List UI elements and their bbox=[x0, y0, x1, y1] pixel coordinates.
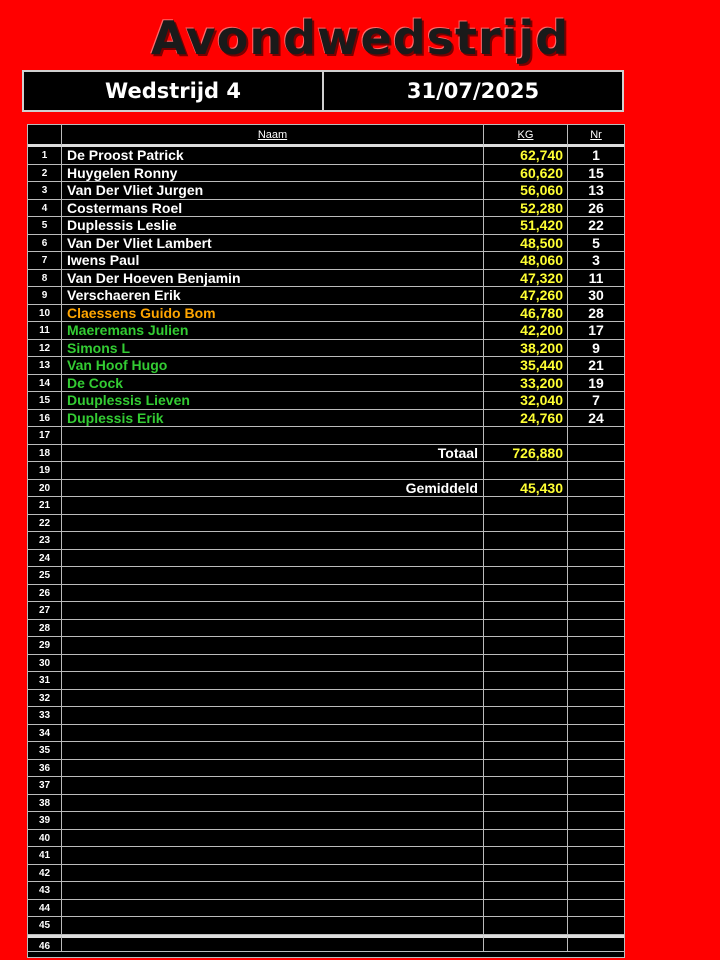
row-nr bbox=[568, 777, 624, 795]
row-index: 36 bbox=[28, 760, 62, 778]
row-nr bbox=[568, 690, 624, 708]
row-name bbox=[62, 760, 484, 778]
row-name bbox=[62, 935, 484, 953]
row-name bbox=[62, 777, 484, 795]
row-kg: 47,320 bbox=[484, 270, 568, 288]
row-nr bbox=[568, 795, 624, 813]
page-title: Avondwedstrijd bbox=[150, 11, 570, 65]
row-index: 5 bbox=[28, 217, 62, 235]
row-name: Van Der Vliet Jurgen bbox=[62, 182, 484, 200]
row-nr bbox=[568, 427, 624, 445]
row-name bbox=[62, 742, 484, 760]
row-nr bbox=[568, 707, 624, 725]
row-nr bbox=[568, 585, 624, 603]
row-kg: 56,060 bbox=[484, 182, 568, 200]
row-nr bbox=[568, 672, 624, 690]
row-name bbox=[62, 865, 484, 883]
row-name bbox=[62, 882, 484, 900]
row-name: Verschaeren Erik bbox=[62, 287, 484, 305]
row-kg bbox=[484, 795, 568, 813]
row-kg bbox=[484, 777, 568, 795]
row-index: 26 bbox=[28, 585, 62, 603]
row-kg: 62,740 bbox=[484, 147, 568, 165]
row-kg: 46,780 bbox=[484, 305, 568, 323]
row-nr: 26 bbox=[568, 200, 624, 218]
row-index: 35 bbox=[28, 742, 62, 760]
column-header-index bbox=[28, 125, 62, 147]
row-index: 28 bbox=[28, 620, 62, 638]
row-index: 24 bbox=[28, 550, 62, 568]
row-kg: 24,760 bbox=[484, 410, 568, 428]
row-nr: 1 bbox=[568, 147, 624, 165]
row-name: Van Der Vliet Lambert bbox=[62, 235, 484, 253]
row-name bbox=[62, 585, 484, 603]
row-nr bbox=[568, 830, 624, 848]
row-nr bbox=[568, 567, 624, 585]
row-name: Van Hoof Hugo bbox=[62, 357, 484, 375]
row-kg bbox=[484, 725, 568, 743]
row-name: Maeremans Julien bbox=[62, 322, 484, 340]
row-nr bbox=[568, 602, 624, 620]
row-nr: 30 bbox=[568, 287, 624, 305]
row-kg bbox=[484, 935, 568, 953]
row-nr bbox=[568, 760, 624, 778]
row-kg bbox=[484, 690, 568, 708]
row-index: 46 bbox=[28, 935, 62, 953]
row-name bbox=[62, 655, 484, 673]
row-nr bbox=[568, 812, 624, 830]
row-nr bbox=[568, 620, 624, 638]
row-nr: 21 bbox=[568, 357, 624, 375]
row-index: 41 bbox=[28, 847, 62, 865]
row-kg: 42,200 bbox=[484, 322, 568, 340]
row-nr bbox=[568, 515, 624, 533]
row-name: Claessens Guido Bom bbox=[62, 305, 484, 323]
row-index: 3 bbox=[28, 182, 62, 200]
row-name bbox=[62, 567, 484, 585]
row-nr: 3 bbox=[568, 252, 624, 270]
row-name: Van Der Hoeven Benjamin bbox=[62, 270, 484, 288]
row-name bbox=[62, 620, 484, 638]
row-index: 11 bbox=[28, 322, 62, 340]
row-name bbox=[62, 725, 484, 743]
row-index: 18 bbox=[28, 445, 62, 463]
row-nr: 15 bbox=[568, 165, 624, 183]
row-index: 29 bbox=[28, 637, 62, 655]
row-kg bbox=[484, 515, 568, 533]
results-table bbox=[27, 124, 625, 958]
row-nr bbox=[568, 550, 624, 568]
match-label: Wedstrijd 4 bbox=[105, 79, 241, 103]
row-nr: 17 bbox=[568, 322, 624, 340]
row-nr bbox=[568, 847, 624, 865]
row-index: 6 bbox=[28, 235, 62, 253]
row-name: Totaal bbox=[62, 445, 484, 463]
row-name bbox=[62, 462, 484, 480]
row-nr: 7 bbox=[568, 392, 624, 410]
row-nr: 9 bbox=[568, 340, 624, 358]
row-index: 19 bbox=[28, 462, 62, 480]
row-nr: 5 bbox=[568, 235, 624, 253]
row-kg: 51,420 bbox=[484, 217, 568, 235]
row-nr: 22 bbox=[568, 217, 624, 235]
row-name bbox=[62, 532, 484, 550]
row-index: 40 bbox=[28, 830, 62, 848]
row-index: 38 bbox=[28, 795, 62, 813]
row-nr bbox=[568, 917, 624, 935]
row-nr bbox=[568, 637, 624, 655]
row-index: 39 bbox=[28, 812, 62, 830]
row-index: 1 bbox=[28, 147, 62, 165]
row-nr bbox=[568, 900, 624, 918]
row-index: 9 bbox=[28, 287, 62, 305]
row-index: 23 bbox=[28, 532, 62, 550]
column-header-kg: KG bbox=[484, 125, 568, 147]
row-name bbox=[62, 847, 484, 865]
row-index: 17 bbox=[28, 427, 62, 445]
row-name bbox=[62, 672, 484, 690]
row-name bbox=[62, 637, 484, 655]
row-index: 45 bbox=[28, 917, 62, 935]
row-kg bbox=[484, 760, 568, 778]
row-name: Duuplessis Lieven bbox=[62, 392, 484, 410]
row-index: 32 bbox=[28, 690, 62, 708]
row-nr bbox=[568, 882, 624, 900]
row-name: Duplessis Erik bbox=[62, 410, 484, 428]
row-index: 42 bbox=[28, 865, 62, 883]
row-kg bbox=[484, 707, 568, 725]
row-kg: 47,260 bbox=[484, 287, 568, 305]
row-kg bbox=[484, 620, 568, 638]
row-kg: 60,620 bbox=[484, 165, 568, 183]
row-nr bbox=[568, 480, 624, 498]
row-name: Gemiddeld bbox=[62, 480, 484, 498]
row-index: 43 bbox=[28, 882, 62, 900]
row-kg bbox=[484, 917, 568, 935]
row-index: 37 bbox=[28, 777, 62, 795]
row-index: 12 bbox=[28, 340, 62, 358]
row-nr bbox=[568, 532, 624, 550]
row-kg bbox=[484, 497, 568, 515]
row-nr: 19 bbox=[568, 375, 624, 393]
row-index: 2 bbox=[28, 165, 62, 183]
row-name: Iwens Paul bbox=[62, 252, 484, 270]
row-nr bbox=[568, 655, 624, 673]
row-kg bbox=[484, 637, 568, 655]
row-kg: 48,060 bbox=[484, 252, 568, 270]
row-index: 13 bbox=[28, 357, 62, 375]
row-nr bbox=[568, 497, 624, 515]
row-nr bbox=[568, 462, 624, 480]
row-index: 33 bbox=[28, 707, 62, 725]
row-name bbox=[62, 515, 484, 533]
row-name bbox=[62, 830, 484, 848]
row-index: 44 bbox=[28, 900, 62, 918]
row-nr bbox=[568, 935, 624, 953]
row-kg bbox=[484, 462, 568, 480]
row-index: 21 bbox=[28, 497, 62, 515]
row-kg bbox=[484, 812, 568, 830]
row-index: 15 bbox=[28, 392, 62, 410]
row-name bbox=[62, 550, 484, 568]
row-index: 27 bbox=[28, 602, 62, 620]
row-name: Simons L bbox=[62, 340, 484, 358]
row-kg: 35,440 bbox=[484, 357, 568, 375]
row-name bbox=[62, 427, 484, 445]
row-index: 20 bbox=[28, 480, 62, 498]
row-nr: 11 bbox=[568, 270, 624, 288]
row-index: 22 bbox=[28, 515, 62, 533]
match-date: 31/07/2025 bbox=[322, 72, 622, 110]
row-kg bbox=[484, 602, 568, 620]
row-name bbox=[62, 812, 484, 830]
row-name bbox=[62, 602, 484, 620]
row-name: De Proost Patrick bbox=[62, 147, 484, 165]
row-index: 16 bbox=[28, 410, 62, 428]
row-nr: 13 bbox=[568, 182, 624, 200]
row-kg bbox=[484, 900, 568, 918]
row-index: 30 bbox=[28, 655, 62, 673]
row-nr bbox=[568, 742, 624, 760]
row-kg bbox=[484, 865, 568, 883]
row-name bbox=[62, 690, 484, 708]
row-kg bbox=[484, 830, 568, 848]
row-index: 8 bbox=[28, 270, 62, 288]
row-kg: 33,200 bbox=[484, 375, 568, 393]
row-kg bbox=[484, 532, 568, 550]
row-kg: 32,040 bbox=[484, 392, 568, 410]
row-kg bbox=[484, 585, 568, 603]
row-index: 4 bbox=[28, 200, 62, 218]
column-header-nr: Nr bbox=[568, 125, 624, 147]
row-kg: 48,500 bbox=[484, 235, 568, 253]
column-header-name: Naam bbox=[62, 125, 484, 147]
row-index: 31 bbox=[28, 672, 62, 690]
row-kg bbox=[484, 847, 568, 865]
row-name: Costermans Roel bbox=[62, 200, 484, 218]
row-name bbox=[62, 707, 484, 725]
row-kg bbox=[484, 672, 568, 690]
row-name bbox=[62, 900, 484, 918]
row-name bbox=[62, 795, 484, 813]
row-index: 10 bbox=[28, 305, 62, 323]
row-kg bbox=[484, 567, 568, 585]
row-kg bbox=[484, 427, 568, 445]
row-name: Huygelen Ronny bbox=[62, 165, 484, 183]
row-index: 34 bbox=[28, 725, 62, 743]
row-index: 25 bbox=[28, 567, 62, 585]
row-kg bbox=[484, 882, 568, 900]
row-kg: 52,280 bbox=[484, 200, 568, 218]
row-kg bbox=[484, 742, 568, 760]
row-kg bbox=[484, 655, 568, 673]
row-kg: 45,430 bbox=[484, 480, 568, 498]
row-nr bbox=[568, 865, 624, 883]
row-kg: 726,880 bbox=[484, 445, 568, 463]
row-nr: 24 bbox=[568, 410, 624, 428]
row-name bbox=[62, 917, 484, 935]
row-index: 14 bbox=[28, 375, 62, 393]
row-name bbox=[62, 497, 484, 515]
row-index: 7 bbox=[28, 252, 62, 270]
match-header bbox=[22, 70, 624, 112]
row-name: Duplessis Leslie bbox=[62, 217, 484, 235]
row-kg: 38,200 bbox=[484, 340, 568, 358]
row-nr bbox=[568, 445, 624, 463]
row-nr bbox=[568, 725, 624, 743]
row-kg bbox=[484, 550, 568, 568]
row-name: De Cock bbox=[62, 375, 484, 393]
row-nr: 28 bbox=[568, 305, 624, 323]
